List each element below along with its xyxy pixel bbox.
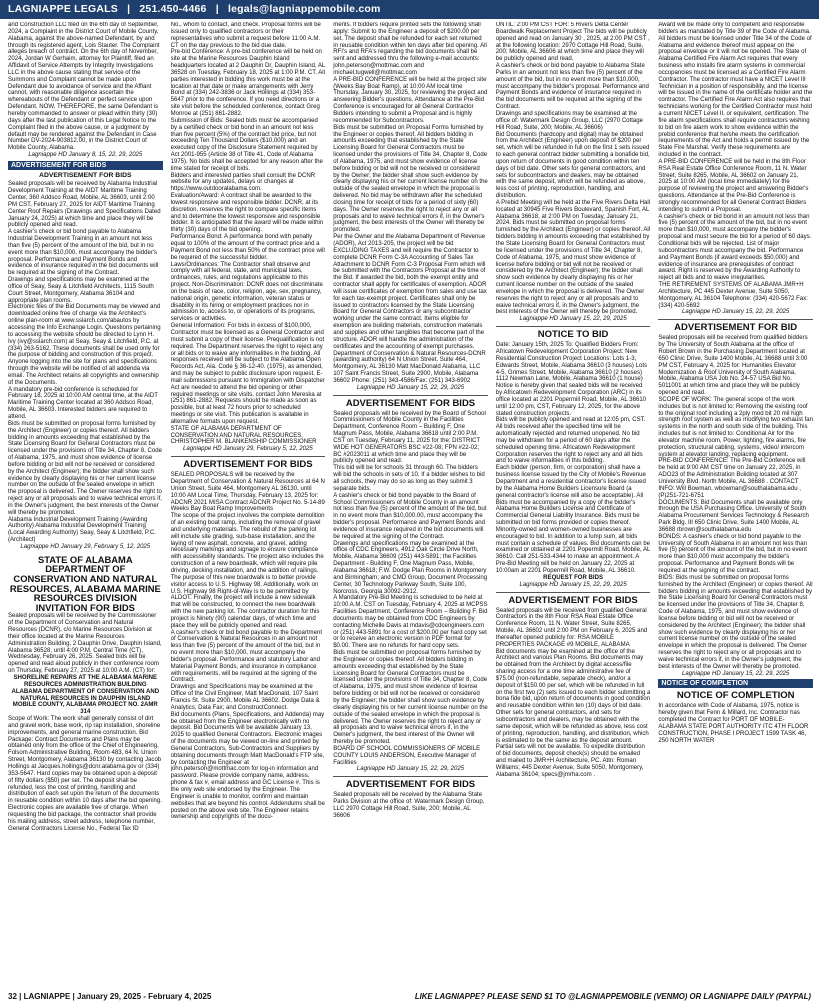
divider <box>333 395 488 396</box>
notice-text: Pre-bid Conference: A pre-bid conference will be held on site at the Marine Resources Dauphin Island headquarters located at 2 Dauphin Dr, Dauphin Island, AL 36528 on Tuesday, February 18, 2025 at 1:00 P.M. CT. All parties interested in bidding this work must be at the location at that date or make arrangements with Jerry Bond at (334) 242-3836 or Jack Hollings at (334) 353-5647 prior to the conference. If you need directions or a site visit before the scheduled conference, contact Greg Monroe at (251) 861-2882. <box>170 49 326 117</box>
notice-byline: Lagniappe HD January 15, 22, 29, 2025 <box>356 766 465 773</box>
notice-byline: Lagniappe HD January 15, 22, 29, 2025 <box>519 581 627 588</box>
section-heading: ADVERTISEMENT FOR BIDS <box>8 161 163 170</box>
notice-text: Bids will be publicly opened and read at 12:05 pm, CST. All bids received after the specified time will be automatically rejected and returned unopened. No bid may be withdrawn for a period of 60 days after the scheduled opening time. Africatown Redevelopment Corporation reserves the right to reject any and all bids and to waive informalities in this bidding. <box>495 417 646 465</box>
notice-text: A mandatory pre-bid conference is scheduled for February 18, 2025 at 10:00 AM central time, at the AIDT Maritime Training Center located at 360 Addsco Road, Mobile, AL 36603. Interested bidders are required to attend. <box>8 386 158 420</box>
notice-text: General Information: For bids in excess of $100,000, Contractor must be licensed as a General Contractor and must submit a copy of their license. Prequalification is not required. The Department reserves the right to reject any or all bids or to waive any informalities in the bidding. All responses received will be subject to the Alabama Open Records Act, Ala. Code § 36-12-40. (1975), as amended, and may be subject to public disclosure upon request. E-mail submissions pursuant to Immigration with Dispatcher Act are needed to attend the bid opening or other required meetings or site visits, contact John Mereska at (251) 861-2882. Requests should be made as soon as possible, but at least 72 hours prior to scheduled meetings or site visit. This publication is available in alternative formats upon request. <box>170 323 325 425</box>
publication-name: LAGNIAPPE <box>23 992 71 1001</box>
notice-title: NOTICE TO BID <box>537 329 609 341</box>
divider <box>171 456 326 457</box>
notice-text: Sealed proposals will be received by the Alabama State Parks Division at the office of: Watermark Design Group, LLC 2970 Cottage Hill Road, Suite, 200; Mobile, AL 36606 <box>333 792 485 819</box>
notice-title: ADVERTISEMENT FOR BIDS <box>345 397 476 409</box>
notice-text: Bids must be submitted on proposal forms furnished by the Engineer or copies thereof. All bidders bidding in amounts exceeding that established by the State Licensing Board for General Contractors must be licensed under the provisions of Title 34, Chapter 8, Code of Alabama, 1975, and must show evidence of license before bidding or bid will not be received or considered by the Engineer; the bidder shall show such evidence by clearly displaying his or her current license number on the outside of the sealed envelope in which the proposal is delivered. The Owner reserves the right to reject any or all proposals and to waive technical errors if, in the Owner's judgment, the best interest of the Owner will thereby be promoted. <box>333 650 488 746</box>
notice-text: BIDS: Bids must be submitted on proposal forms furnished by the Architect (Engineer) or copies thereof. All bidders bidding in amounts exceeding that established by the State Licensing Board for General Contractors must be licensed under the provisions of Title 34, Chapter 8, Code of Alabama, 1975, and must show evidence of license before bidding or bid will not be received or considered by the Architect (Engineer); the bidder shall show such evidence by clearly displaying his or her current license number on the outside of the sealed envelope in which the proposal is delivered. The Owner reserves the right to reject any or all proposals and to waive technical errors if, in the Owner's judgment, the best interests of the Owner will thereby be promoted. <box>658 574 813 670</box>
notice-title: STATE OF ALABAMA DEPARTMENT OF CONSERVATION AND NATURAL RESOURCES, ALABAMA MARINE RESOURCES DIVISION INVITATION FOR BIDS <box>9 553 161 613</box>
notice-title: ADVERTISEMENT FOR BIDS <box>345 779 476 791</box>
notice-text: A Prebid Meeting will be held at the Five Rivers Delta Hall located at 30945 Five Rivers Boulevard, Spanish Fort, AL Alabama 36618, at 2:00 PM on Tuesday, January 21, 2024. Bids must be submitted on proposal forms furnished by the Architect (Engineer) or copies thereof. All bidders bidding in amounts exceeding that established by the State Licensing Board for General Contractors must be licensed under the provisions of Title 34, Chapter 8, Code of Alabama, 1975, and must show evidence of license before bidding or bid will not be received or considered by the Architect (Engineer); the bidder shall show such evidence by clearly displaying his or her current license number on the outside of the sealed envelope in which the proposal is delivered. The Owner reserves the right to reject any or all proposals and to waive technical errors if, in the Owner's judgment, the best interests of the Owner will thereby be promoted. <box>495 199 651 316</box>
notice-byline: Lagniappe HD January 8, 15, 22, 29, 2025 <box>28 152 143 159</box>
notice-text: UNTIL: 2:00 PM CST FOR: 5 Rivers Delta Center Boardwalk Replacement Project The bids will be publicly opened and read on January 30 , 2025, at 2:00 PM CST , at the following location: 2970 Cottage Hill Road, Suite, 200; Mobile, AL 36606 at which time and place they will be publicly opened and read. <box>495 22 650 63</box>
notice-text: Drawings and specifications may be examined at the office of: Watermark Design Group, LLC (2970 Cottage Hill Road, Suite, 200; Mobile, AL 36606) <box>495 110 643 131</box>
column-1 <box>8 22 163 982</box>
notice-text: Bidders and interested parties shall consult the DCNR website for any updates, delays or changes at https://www.outdooralabama.com. <box>170 172 316 193</box>
notice-text: SCOPE OF WORK: The general scope of the work includes but is not limited to: Removing the existing roof to the original roof including a 2ply mod bit 20 mil high strength roof system as well as modifying two exhaust fan systems in the north and south side of the building. This includes but is not limited to: Conditional Air for the elevator machine room, Power, lighting, fire alarms, fire protection, structural cabling, systems, video/ intercom system at elevator landing, replacing equipment. <box>658 396 813 458</box>
divider <box>496 592 651 593</box>
notice-title: NOTICE OF COMPLETION <box>676 690 795 702</box>
notice-text: A cashier's check or bid bond payable to the Board of School Commissioners of Mobile County in an amount not less than five (5) percent of the amount of the bid, but in no event more than $10,000.00, must accompany the bidder's proposal. Performance and Payment Bonds and evidence of insurance required in the bid documents will be required at the signing of the Contract. <box>333 492 487 540</box>
notice-title: ADVERTISEMENT FOR BIDS <box>183 459 313 471</box>
notice-title: ADVERTISEMENT FOR BID <box>674 322 798 334</box>
notice-text: Notice is hereby given that sealed bids will be received by Africatown Redevelopment Corporation (ARC) in its office located at 2201 Popermill Road, Mobile, AL 36610 until 12:00 pm, CST, February 12, 2025, for the above stated construction projects. <box>495 383 647 417</box>
column-5 <box>658 22 813 982</box>
issue-dates: | January 29, 2025 - February 4, 2025 <box>72 992 212 1001</box>
notice-text: PRE-BID CONFERENCE: The Pre-Bid Conference will be held at 9:00 AM CST time on January 22, 2025, in ADO23 of the Administration Building located at 307 University Blvd. North Mobile, AL 36688 . CONTACT INFO: Will Bowman, wbowman@southalabama.edu , (P)251-721-6751 <box>658 458 806 499</box>
notice-text: No., whom to contact, and check. Proposal forms will be issued only to qualified contractors or their representatives who submit a request before 11:00 A.M. CT on the day previous to the bid due date. <box>170 22 321 49</box>
project-name: SHORELINE REPAIRS AT THE ALABAMA MARINE RESOURCES ADMINISTRATION BUILDING <box>13 675 158 688</box>
notice-byline: Lagniappe HD January 29, February 5, 12, 2025 <box>20 544 151 550</box>
legal-notices-columns <box>8 22 813 982</box>
section-header <box>0 0 819 19</box>
notice-text: A PRE-BID CONFERENCE will be held at the project site (Weeks Bay Boat Ramp), at 10:00 AM local time Thursday, January 30, 2025, for reviewing the project and answering Bidder's questions. Attendance at the Pre-Bid Conference is encouraged for all General Contractor Bidders intending to submit a Proposal and is highly recommended for Subcontractors. <box>333 76 488 124</box>
notice-byline: Lagniappe HD January 15, 22, 29, 2025 <box>682 670 790 677</box>
notice-text: This bid will be for schools 31 through 60. The bidders will bid the schools in sets of 10. If a bidder wishes to bid all schools, they may do so as long as they submit 3 separate bids. <box>333 465 485 492</box>
notice-text: Electronic files of the Bid Documents may be viewed and downloaded online free of charge via the Architect's online plan-room at www.sslarch.com/abautos by accessing the Info Exchange Login. Questions pertaining to accessing the website should be directed to Lynn H. Ivy (ivy@sslarch.com) at Seay, Seay & Litchfield, P.C. at (334) 263-5162. These documents shall be used only for the purpose of bidding and construction of this project. Anyone logging into the site for plans and specifications through the website will be notified of all addenda via email. The Architect retains all copyrights and ownership of the Documents. <box>8 304 161 386</box>
notice-text: Alabama Industrial Development Training (Awarding Authority) Alabama Industrial Development Training (Local Awarding Authority) Seay, Seay & Litchfield, P.C. (Architect) <box>8 516 156 544</box>
notice-text: Bids must be submitted on proposal forms furnished by the Architect (Engineer) or copies thereof. All bidders bidding in amounts exceeding that established by the State Licensing Board for General Contractors must be licensed under the provisions of Title 34, Chapter 8, Code of Alabama, 1975, and must show evidence of license before bidding or bid will not be received or considered by the Architect (Engineer); the bidder shall show such evidence by clearly displaying his or her current license number on the outside of the sealed envelope in which the proposal is delivered. The Owner reserves the right to reject any or all proposals and to waive technical errors if, in the Owner's judgment, the best interests of the Owner will thereby be promoted. <box>8 420 162 516</box>
notice-text: A cashier's check or bid bond payable to the Department of Conservation & Natural Resources in an amount not less than five (5) percent of the amount of the bid, but in no event more than $10,000, must accompany the bidder's proposal. Performance and statutory Labor and Material Payment Bonds, and insurance in compliance with requirements, will be required at the signing of the Contract. <box>170 629 323 684</box>
notice-text: THE RETIREMENT SYSTEMS OF ALABAMA JMR+H Architecture, PC 445 Dexter Avenue, Suite 5050, Montgomery, AL 36104 Telephone: (334) 420-5672 Fax: (334) 420-5692 <box>658 282 808 309</box>
notice-text: Evaluation/Award: A contract shall be awarded to the lowest responsive and responsible bidder. DCNR, at its discretion, reserves the right to compare specific items and to determine the lowest responsive and responsible bidder. It is anticipated that the award will be made within thirty (30) days of the bid opening. <box>170 193 324 234</box>
notice-text: Each bidder (person, firm, or corporation) shall have a business license issued by the City of Mobile's Revenue Department and a residential contractor's license issued by the Alabama Home Builders Licensure Board (a general contractor's license will also be acceptable). All Bids must be accompanied by a copy of the bidder's Alabama Home Builders License and Certificate of Commercial General Liability Insurance. Bids must be submitted on bid forms provided or copies thereof. <box>495 465 646 527</box>
header-separator: | <box>215 3 219 15</box>
notice-text: Bids must be submitted on Proposal Forms furnished by the Engineer or copies thereof. All bidders bidding in amounts exceeding that established by the State Licensing Board for General Contractors must be licensed under the provisions of Title 34, Chapter 8, Code of Alabama, 1975, and must show evidence of license before bidding or bid will not be received or considered by the Owner; the bidder shall show such evidence by clearly displaying his or her current license number on the outside of the sealed envelope in which the proposal is delivered. No bid may be withdrawn after the scheduled closing time for receipt of bids for a period of sixty (60) days. The Owner reserves the right to reject any or all proposals and to waive technical errors if, in the Owner's judgment, the best interests of the Owner will thereby be promoted. <box>333 124 488 234</box>
column-2 <box>171 22 326 982</box>
notice-text: A cashier's check or bid bond payable to Alabama State Parks in an amount not less than five (5) percent of the amount of the bid, but in no event more than $10,000, must accompany the bidder's proposal. Performance and Payment Bonds and evidence of insurance required in the bid documents will be required at the signing of the Contract. <box>495 63 649 111</box>
phone-number: 251.450-4466 <box>139 3 207 15</box>
notice-text: Scope of Work: The work shall generally consist of dirt and gravel work, base work, rip rap installation, shoreline improvements, and general marine construction. Bid Package: Contract Documents and Plans may be obtained only from the office of the Chief of Engineering, Folsom Administrative Building, Room 483, 64 N. Union Street, Montgomery, Alabama 36130 by contacting Jacob Hollings at Jacques.hollings@dcnr.alabama.gov or (334) 353-5647. Hard copies may be obtained upon a deposit of fifty dollars ($50) per set. The deposit shall be refunded, less the cost of printing, handling and distribution of each set upon the return of the documents in reusable condition within 10 days after the bid opening. Electronic copies are available free of charge. When requesting the bid package, the contractor shall provide his mailing address, street address, telephone number, General Contractors License No., Federal Tax ID <box>8 716 162 832</box>
notice-text: Minority-owned and women-owned businesses are encouraged to bid. In addition to a lump sum, all bids must contain a schedule of values. Bid documents can be examined or obtained at 2201 Popermill Road, Mobile, AL 36610. Call 251-533-4344 to make an appointment. A Pre-Bid Meeting will be held on January 22, 2025 at 10:00am at 2201 Popermill Road, Mobile, AL 36610. <box>495 526 651 574</box>
notice-text: Sealed proposals will be received by the Commissioner of the Department of Conservation and Natural Resources (DCNR), c/o Marine Resources Division at their office located at the Marine Resources Administration Building, 2 Dauphin Drive, Dauphin Island, Alabama 36528, until 4:00 P.M. Central Time (CT), Wednesday, February 26, 2025. Sealed bids will be opened and read aloud publicly in their conference room on Thursday, February 27, 2025 at 10:00 A.M. (CT) for: <box>8 613 162 675</box>
project-name: ALABAMA DEPARTMENT OF CONSERVATION AND NATURAL RESOURCES IN DAUPHIN ISLAND <box>11 688 160 702</box>
header-separator: | <box>127 3 131 15</box>
notice-title: ADVERTISEMENT FOR BIDS <box>508 594 638 606</box>
notice-text: Per the Owner and the Alabama Department of Revenue (ADOR), Act 2013-205, the project will be bid EXCLUDING TAXES and will require the Contractor to complete DCNR Form C-3A Accounting of Sales Tax Attachment to DCNR Form C-3 Proposal Form which will be submitted with the Contractors Proposal at the time of the Bid. If awarded the bid, both the exempt entity and contractor shall apply for certificates of exemption. ADOR will issue certificates of exemption from sales and use tax for each tax-exempt project. Certificates shall only be issued to contractors licensed by the State Licensing Board for General Contractors or any subcontractor working under the same contract. Items eligible for exemption are building materials, construction materials and supplies and other tangibles that become part of the structure. ADOR will handle the administration of the certificates and the accounting of exempt purchases. <box>333 234 487 350</box>
notice-text: In accordance with Code of Alabama, 1975, notice is hereby given that Fenn & Millard, Inc. Contractor has completed the Contract for PORT OF MOBILE- ALABAMA STATE PORT AUTHORITY ITC 4TH FLOOR CONSTRUCTION, PHASE I PROJECT 1599 TASK 46, 250 NORTH WATER <box>658 703 809 744</box>
notice-text: The scope of the project involves the complete demolition of an existing boat ramp, including the removal of gravel and underlying materials. The rebuild of the parking lot will include site grading, sub-base installation, and the laying of new asphalt, concrete, and gravel, adding necessary markings and signage to ensure compliance with accessibility standards. The project also includes the construction of a new boardwalk, which will require pile driving, decking installation, and the addition of railings. The purpose of this new boardwalk is to better provide visitor access to U.S. Highway 98. Additionally, work on U.S. Highway 98 Right-of-Way is to be permitted by ALDOT. Finally, the project will include a new sidewalk that will be constructed, to connect the new boardwalk with the new parking lot. The contractor duration for this project is Ninety (90) calendar days, of which time and place they will be publicly opened and read. <box>170 513 325 629</box>
notice-text: A cashier's check or bid bond payable to Alabama Industrial Development Training in an amount not less than five (5) percent of the amount of the bid, but in no event more than $10,000, must accompany the bidder's proposal. Performance and Payment Bonds and evidence of insurance required in the bid documents will be required at the signing of the Contract. <box>8 229 159 277</box>
notice-text: Sealed proposals will be received from qualified bidders by The University of South Alabama at the office of Robert Brown in the Purchasing Department located at 650 Clinic Drive, Suite 1400 Mobile, AL 36688 until 3:00 PM CST, February 4, 2025 for: Humanities Elevator Modernization & Roof University of South Alabama, Mobile, Alabama USA Job No. 24-57 USA Bid No. 5011001 at which time and place they will be publicly opened and read. <box>658 335 808 397</box>
column-3 <box>333 22 488 982</box>
notice-text: Sealed proposals will be received from qualified General Contractors in the 8th Floor RSA Real Estate Office Conference Room, 11 N. Water Street, Suite 8265, Mobile, AL 36602 until 2:00 PM on February 6, 2025 and thereafter opened publicly for: RSA MOBILE PROPERTIES PACKAGE #9 MOBILE, ALABAMA <box>495 607 648 648</box>
email-link[interactable]: legals@lagniappemobile.com <box>227 3 381 15</box>
footer-page-info <box>8 986 211 1008</box>
notice-text: A cashier's check or bid bond in an amount not less than five (5) percent of the amount of the bid, but in no event more than $10,000, must accompany the bidder's proposal and must secure the bid for a period of 60 days. Conditional bids will be rejected. List of major subcontractors must accompany the bid. Performance and Payment Bonds (if award exceeds $50,000) and evidence of insurance are prerequisites of contract award. Right is reserved by the Awarding Authority to reject all bids and to waive irregularities. <box>658 213 812 282</box>
footer-separator: | <box>19 992 22 1001</box>
notice-text: Drawings and Specifications may be examined at the Office of the Civil Engineer, Matt MacDonald, 107 Saint Francis St. Suite 2900, Mobile AL 36602. Dodge Data & Analytics; Data Fax; and ConstructConnect. <box>170 684 320 711</box>
column-4 <box>496 22 651 982</box>
notice-text: A Mandatory Pre-Bid Meeting is scheduled to be held at 10:00 A.M. CST on Tuesday, February 4, 2025 at MCPSS Facilities Department, Conference Room – Building F. Bid documents may be obtained from CDC Engineers by contacting Michelle Davis at mdavis@cdcengineers.com or (251) 443-5891 for a cost of $200.00 per hard copy set or to receive an electronic version in PDF format for $0.00. There are no refunds for hard copy sets. <box>333 595 488 650</box>
subscribe-message: LIKE LAGNIAPPE? PLEASE SEND $1 TO @LAGNIAPPEMOBILE (VENMO) OR LAGNIAPPE DAILY (PAYPAL) <box>414 992 811 1001</box>
divider <box>658 319 813 320</box>
notice-text: Laws/Ordinances: The Contractor shall observe and comply with all federal, state, and municipal laws, ordinances, rules, and regulations applicable to this project. Non-Discrimination: DCNR does not discriminate on the basis of race, color, religion, age, sex, pregnancy, national origin, genetic information, veteran status or disability in its hiring or employment practices nor in admission to, access to, or operations of its programs, services or activities. <box>170 261 323 323</box>
notice-byline: Lagniappe HD January 15, 22, 29, 2025 <box>356 384 465 391</box>
divider <box>496 326 651 327</box>
notice-text: Sealed proposals will be received by the Board of School Commissioners of Mobile County in the Facilities Department, Conference Room – Building F, One Magnum Pass, Mobile, Alabama 36618 until 2:00 P.M. CST on Tuesday, February 11, 2025 for the: DISTRICT WIDE HOT GENERATORS BSC #22-08; FPN #22-02; BC #2023011 at which time and place they will be publicly opened and read. <box>333 410 486 465</box>
notice-text: DOCUMENTS: Bid Documents shall be available only through the USA Purchasing Office. University of South Alabama Procurement Services Technology & Research Park Bldg. III 650 Clinic Drive, Suite 1400 Mobile, AL 36688 rbrown@southalabama.edu <box>658 499 809 533</box>
notice-text: Performance Bond: A performance bond with penalty equal to 100% of the amount of the contract price and a Payment Bond not less than 50% of the contract price will be required of the successful bidder. <box>170 234 325 261</box>
notice-text: Bid documents may be examined at the office of the Architect and various Plan Rooms. Bid documents may be obtained from the Architect by digital access/file sharing access for a one time administrative fee of $75.00 (non-refundable, separate check), and/or a deposit of $150.00 per set, which will be refunded in full on the first two (2) sets issued to each bidder submitting a bona fide bid, upon return of documents in good condition and reusable condition within ten (10) days of bid date. Other sets for general contractors, and sets for subcontractors and dealers, may be obtained with the same deposit, which will be refunded as above, less cost of printing, reproduction, handling, and distribution, which is estimated to be the same as the deposit amount. Partial sets will not be available. To expedite distribution of bid documents, deposit check(s) should be emailed and mailed to JMR+H Architecture, PC. Attn: Roman Williams; 445 Dexter Avenue, Suite 5050, Montgomery, Alabama 36104; specs@jmrha.com . <box>495 648 651 778</box>
notice-byline: Lagniappe HD January 15, 22, 29, 2025 <box>519 316 627 323</box>
notice-text: A PRE-BID CONFERENCE will be held in the 8th Floor RSA Real Estate Office Conference Room, 11 N. Water Street, Suite 8265, Mobile, AL 36602 on January 21, 2025 at 10:00 AM (local time immediately) for the purpose of reviewing the project and answering Bidder's questions. Attendance at the Pre-Bid Conference is strongly recommended for all General Contract Bidders intending to submit a Proposal. <box>658 158 809 213</box>
notice-text: STATE OF ALABAMA DEPARTMENT OF CONSERVATION AND NATURAL RESOURCES, CHRISTOPHER M. BLANKENSHIP COMMISSIONER <box>170 425 317 446</box>
notice-byline: Lagniappe HD January 15, 22, 29, 2025 <box>682 309 790 316</box>
divider <box>333 776 488 777</box>
notice-text: Date: January 15th, 2025 To: Qualified Bidders From: Africatown Redevelopment Corporation Project: New Residential Construction Project Locations: Lots 1-3, Edwards Street, Mobile, Alabama 36610 (3 houses) Lots 4-5, Grimes Street, Mobile, Alabama 36610 (2 houses) 1112 Newman Lane, Mobile, Alabama 36610 (1 house) <box>495 342 648 383</box>
project-number: MOBILE COUNTY, ALABAMA PROJECT NO. 2AMR 314 <box>12 702 158 716</box>
notice-byline: Lagniappe HD January 29, February 5, 12, 2025 <box>183 446 313 453</box>
section-name: LAGNIAPPE LEGALS <box>8 3 118 15</box>
notice-text: Sealed proposals will be received by Alabama Industrial Development Training at the AIDT Maritime Training Center, 360 Addsco Road, Mobile, AL 36603, until 2:00 PM CST, February 27, 2025 for AIDT Maritime Training Center Roof Repairs (Drawings and Specifications Dated January 24, 2025) at which time and place they will be publicly opened and read. <box>8 181 161 229</box>
page-footer <box>0 986 819 1008</box>
section-heading: NOTICE OF COMPLETION <box>658 679 813 688</box>
notice-text: BOARD OF SCHOOL COMMISSIONERS OF MOBILE COUNTY LOUIS ANDERSON, Executive Manager of Facilities <box>333 745 481 766</box>
notice-subheading: REQUEST FOR BIDS <box>543 574 603 581</box>
page-number: 32 <box>8 992 17 1001</box>
notice-text: ments. If bidders require printed sets the following shall apply: Submit to the Engineer a deposit of $200.00 per set. The deposit shall be refunded for each set returned in reusable condition within ten days after bid opening. All RFI's and RFA's regarding the bid documents shall be sent and addressed thru the following e-mail accounts: john.peterson@mottmac.com and michael.tugwell@mottmac.com <box>333 22 487 76</box>
notice-text: Drawings and specifications may be examined at the office of Seay, Seay & Litchfield Architects, 1115 South Court Street, Montgomery, Alabama 36104 and appropriate plan rooms. <box>8 277 154 304</box>
notice-text: SEALED PROPOSALS will be received by the Department of Conservation & Natural Resources at 64 N Union Street, Suite 464, Montgomery AL 36130, until 10:00 AM Local Time, Thursday, February 13, 2025 for: ADCNR 2021 MISA Contract ADCNR Project No. 5-14-89 Weeks Bay Boat Ramp Improvements <box>170 472 325 513</box>
notice-text: Bid documents (Plans, Specifications, and Addenda) may be obtained from the Engineer electronically with no deposit. Bid Documents will be available January 13, 2025 to qualified General Contractors. Electronic images of the documents may be viewed on-line and printed by General Contractors, Sub-Contractors and Suppliers by obtaining documents through Matt MacDonald's FTP site, by contacting the Engineer at john.peterson@mottmac.com for log-in information and password. Please provide company name, address, phone & fax #, email address and GC License #. This is the only web site endorsed by the Engineer. The Engineer is unable to monitor, confirm and maintain websites that are beyond his control. Addendums shall be posted on the above web site. The Engineer retains ownership and copyrights of the docu- <box>170 711 325 821</box>
notice-text: BONDS: A cashier's check or bid bond payable to the University of South Alabama in an amount not less than five (5) percent of the amount of the bid, but in no event more than $10,000 must accompany the bidder's proposal. Performance and Payment Bonds will be required at the signing of the contract. <box>658 533 807 574</box>
notice-text: Department of Conservation & Natural Resources-DCNR (awarding authority) 64 N Union Street, Suite 464, Montgomery, AL 36130 Matt MacDonald Alabama, LLC 107 Saint Francis Street, Suite 2900, Mobile, Alabama 36602 Phone: (251) 343-4586/Fax: (251) 343-6902 <box>333 350 486 384</box>
notice-text: Drawings and specifications may be examined at the office of CDC Engineers, 4912 Oak Circle Drive North, Mobile, Alabama 36609 (251) 443-5891; the Facilities Department - Building F, One Magnum Pass, Mobile, Alabama 36618; F.W. Dodge Plan Rooms in Montgomery and Birmingham; and CMD Group, Document Processing Center, 30 Technology Parkway South, Suite 100, Norcross, Georgia 30092-2912. <box>333 540 488 595</box>
notice-text: Submission of Bids: Sealed bids must be accompanied by a certified check or bid bond in an amount not less than five percent (5%) of the contract bid price, but not exceeding Ten Thousand Dollars ($10,000) and an executed copy of the Disclosure Statement required by Act 2001-955 (Article 38 of Title 41, Code of Alabama 1975). No bids shall be accepted for any reason after the time stated for receipt of bids. <box>170 117 323 172</box>
notice-text: Bid Documents (hardcopy and digital) may be obtained from the Architect (Engineer) upon deposit of $200 per set, which will be refunded in full on the first 1 sets issued to each general contract bidder submitting a bonafide bid, upon return of documents in good condition within ten days of bid date. Other sets for general contractors, and sets for subcontractors and dealers, may be obtained with the same deposit, which will be refunded as above, less cost of printing, reproduction, handling, and distribution. <box>495 131 650 200</box>
notice-title: ADVERTISEMENT FOR BIDS <box>39 171 132 179</box>
notice-text: Award will be made only to competent and responsible bidders as mandated by Title 39 of the Code of Alabama. All bidders must be licensed under Title 34 of the Code of Alabama and evidence thereof must appear on the proposal envelope or it will not be opened. The State of Alabama Certified Fire Alarm Act requires that every business who installs fire alarm systems in commercial occupancies must be licensed as a Certified Fire Alarm Contractor. The contractor must have a NICET Level III Technician in a position of responsibility, and the license will be issued in the name of the certificate holder and the contractor. The Certified Fire Alarm Act also requires that technicians working for the Certified Contractor must hold a current NICET Level II, or equivalent, certification. The fire alarm specifications shall require contractors wishing to bid on fire alarm work to show evidence within the prebid conference that he/she meets the certification requirements of the Act and holds a permit issued by the State Fire Marshal. Verify these requirements are included in the contract. <box>658 22 813 159</box>
notice-text: and Construction LLC filed on the 6th day of September, 2024, a Complaint in the District Court of Mobile County, Alabama, against the above-named Defendant, by and through its registered agent, Lois Stauter. The Complaint alleges breach of contract. On the 6th day of November, 2024, Jordan W Gerhaim, attorney for Plaintiff, filed an Affidavit of Service Attempts by Integrity Investigations LLC in the above cause stating that service of the Summons and Complaint cannot be made upon Defendant due to avoidance of service and the Affiant cannot, with reasonable diligence ascertain the whereabouts of the Defendant or perfect service upon Defendant. NOW, THEREFORE, the same Defendant is hereby commanded to answer or plead within thirty (30) days after the last publication of this Legal Notice to the Complaint filed in the above cause, or a judgment by default may be rendered against the Defendant in Case Number DV-2024-903812.00, in the District Court of Mobile County, Alabama. <box>8 22 160 152</box>
